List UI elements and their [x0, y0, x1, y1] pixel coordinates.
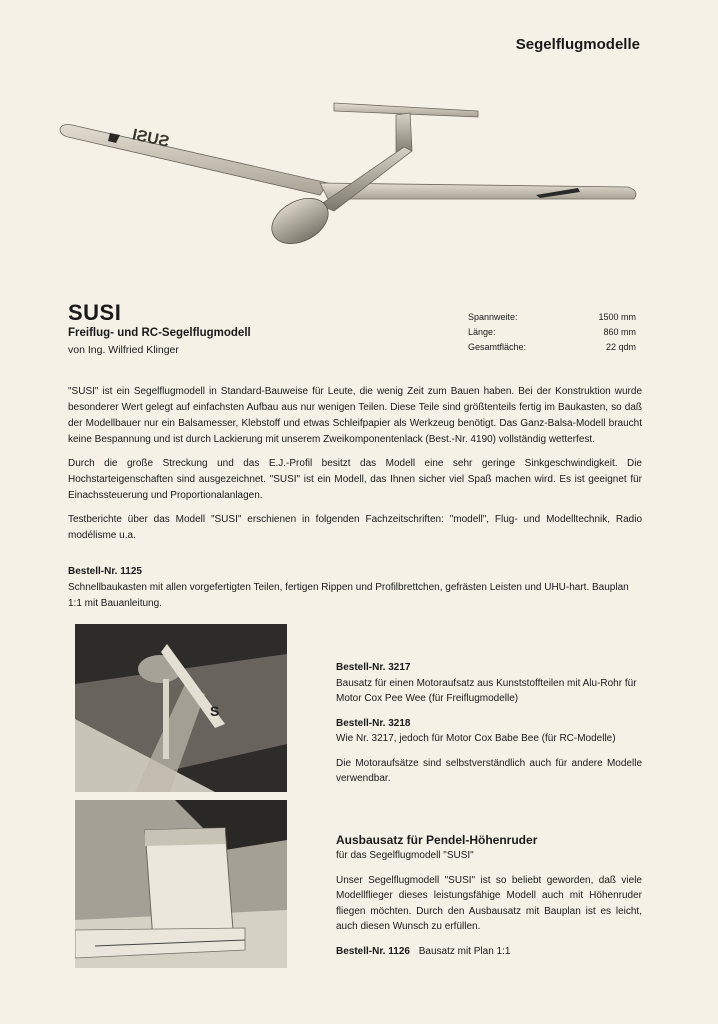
order-number: Bestell-Nr. 3217 — [336, 662, 411, 673]
spec-label: Länge: — [468, 327, 496, 337]
order-1125-block — [68, 564, 642, 612]
description-block — [68, 384, 642, 552]
spec-row-span — [468, 312, 636, 327]
left-wing-shape — [60, 125, 328, 196]
accessory-column — [336, 660, 642, 959]
spec-value: 860 mm — [603, 327, 636, 337]
order-description: Schnellbaukasten mit allen vorgefertigten Teilen, fertigen Rippen und Profilbrettchen, gefrästen Leisten und UHU-hart. Bauplan 1:1 mit Bauanleitung. — [68, 582, 629, 609]
product-subtitle: Freiflug- und RC-Segelflugmodell — [68, 327, 251, 339]
order-description: Bausatz für einen Motoraufsatz aus Kunststoffteilen mit Alu-Rohr für Motor Cox Pee Wee (für Freiflugmodelle) — [336, 677, 637, 704]
specs-table — [468, 312, 636, 357]
order-description: Bausatz mit Plan 1:1 — [418, 945, 511, 957]
spec-label: Gesamtfläche: — [468, 342, 527, 352]
order-number: Bestell-Nr. 3218 — [336, 717, 411, 729]
page-category: Segelflugmodelle — [515, 36, 640, 53]
description-paragraph: Durch die große Streckung und das E.J.-Profil besitzt das Modell eine sehr geringe Sinkgeschwindigkeit. Die Hochstarteigenschaften sind ausgezeichnet. "SUSI" ist ein Modell, das Ihnen sicher viel Spaß machen wird. Es ist geeignet für Einachssteuerung und Proportionalanlagen. — [68, 458, 642, 501]
motor-note: Die Motoraufsätze sind selbstverständlich auch für andere Modelle verwendbar. — [336, 757, 642, 784]
product-title: SUSI — [68, 300, 122, 325]
motor-attachment-photo — [75, 624, 287, 792]
spec-value: 22 qdm — [605, 342, 636, 352]
spec-row-length — [468, 327, 636, 342]
product-author: von Ing. Wilfried Klinger — [68, 344, 179, 356]
ausbau-subtitle: für das Segelflugmodell "SUSI" — [336, 850, 474, 861]
ausbau-title: Ausbausatz für Pendel-Höhenruder — [336, 832, 538, 847]
fuselage-nose-shape — [264, 189, 336, 252]
order-number: Bestell-Nr. 1125 — [68, 566, 142, 577]
wing-marking-text: SUSI — [130, 126, 171, 151]
spec-label: Spannweite: — [468, 312, 518, 322]
spec-row-area — [468, 342, 636, 357]
spec-value: 1500 mm — [598, 312, 636, 322]
description-paragraph: Testberichte über das Modell "SUSI" erschienen in folgenden Fachzeitschriften: "modell", Flug- und Modelltechnik, Radio modélisme u.a. — [68, 514, 642, 541]
order-1126-line — [336, 944, 642, 960]
photo-decoration: S — [210, 703, 220, 719]
ausbau-description: Unser Segelflugmodell "SUSI" ist so beliebt geworden, daß viele Modellflieger dieses leistungsfähige Modell auch mit Höhenruder fliegen möchten. Durch den Ausbausatz mit Bauplan ist es leicht, auch diesen Wunsch zu erfüllen. — [336, 874, 642, 932]
order-number: Bestell-Nr. 1126 — [336, 945, 410, 957]
description-paragraph: "SUSI" ist ein Segelflugmodell in Standard-Bauweise für Leute, die wenig Zeit zum Bauen haben. Bei der Konstruktion wurde besonderer Wert gelegt auf einfachsten Aufbau aus nur wenigen Teilen. Diese Teile sind größtenteils fertig im Baukasten, so daß der Modellbauer nur ein Balsamesser, Klebstoff und etwas Schleifpapier als Werkzeug benötigt. Das Ganz-Balsa-Modell braucht keine Bespannung und ist durch Lackierung mit unserem Zweikomponentenlack (Best.-Nr. 4190) vollständig wetterfest. — [68, 386, 642, 445]
order-description: Wie Nr. 3217, jedoch für Motor Cox Babe Bee (für RC-Modelle) — [336, 733, 616, 744]
elevator-photo — [75, 800, 287, 968]
fuselage-boom-shape — [320, 147, 412, 211]
glider-photo — [58, 95, 648, 255]
